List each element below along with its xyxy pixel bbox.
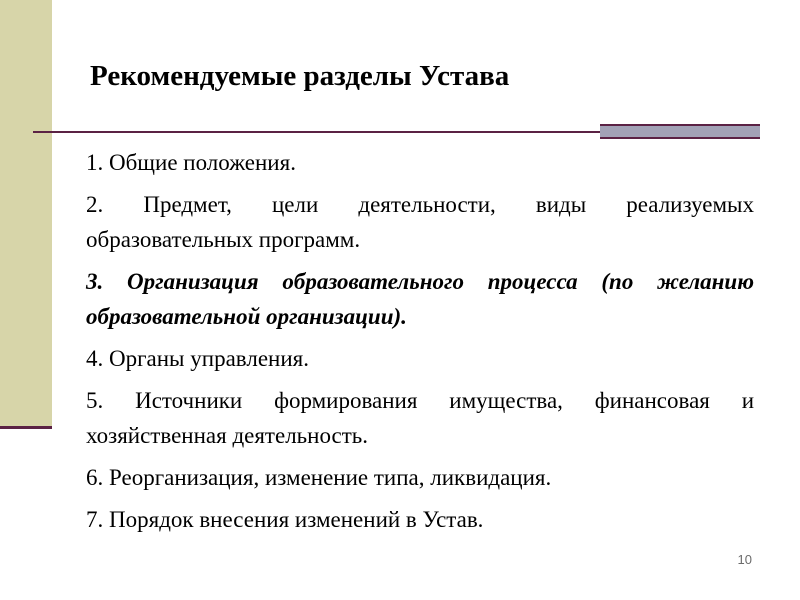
list-item: 6. Реорганизация, изменение типа, ликвидация.: [86, 465, 552, 490]
list-item: 7. Порядок внесения изменений в Устав.: [86, 507, 484, 532]
page-number: 10: [737, 552, 752, 567]
left-accent-bar: [0, 0, 52, 426]
slide-title: Рекомендуемые разделы Устава: [90, 60, 510, 92]
list-item: 5. Источники формирования имущества, финансовая и хозяйственная деятельность.: [86, 388, 754, 448]
sections-list: [86, 145, 754, 544]
title-divider-line: [33, 131, 600, 133]
left-accent-underline: [0, 426, 52, 429]
list-item-emphasized: 3. Организация образовательного процесса (по желанию образовательной организации).: [86, 269, 754, 329]
list-item: 4. Органы управления.: [86, 346, 309, 371]
list-item: 2. Предмет, цели деятельности, виды реализуемых образовательных программ.: [86, 192, 754, 252]
list-item: 1. Общие положения.: [86, 150, 296, 175]
title-divider-block: [600, 124, 760, 139]
